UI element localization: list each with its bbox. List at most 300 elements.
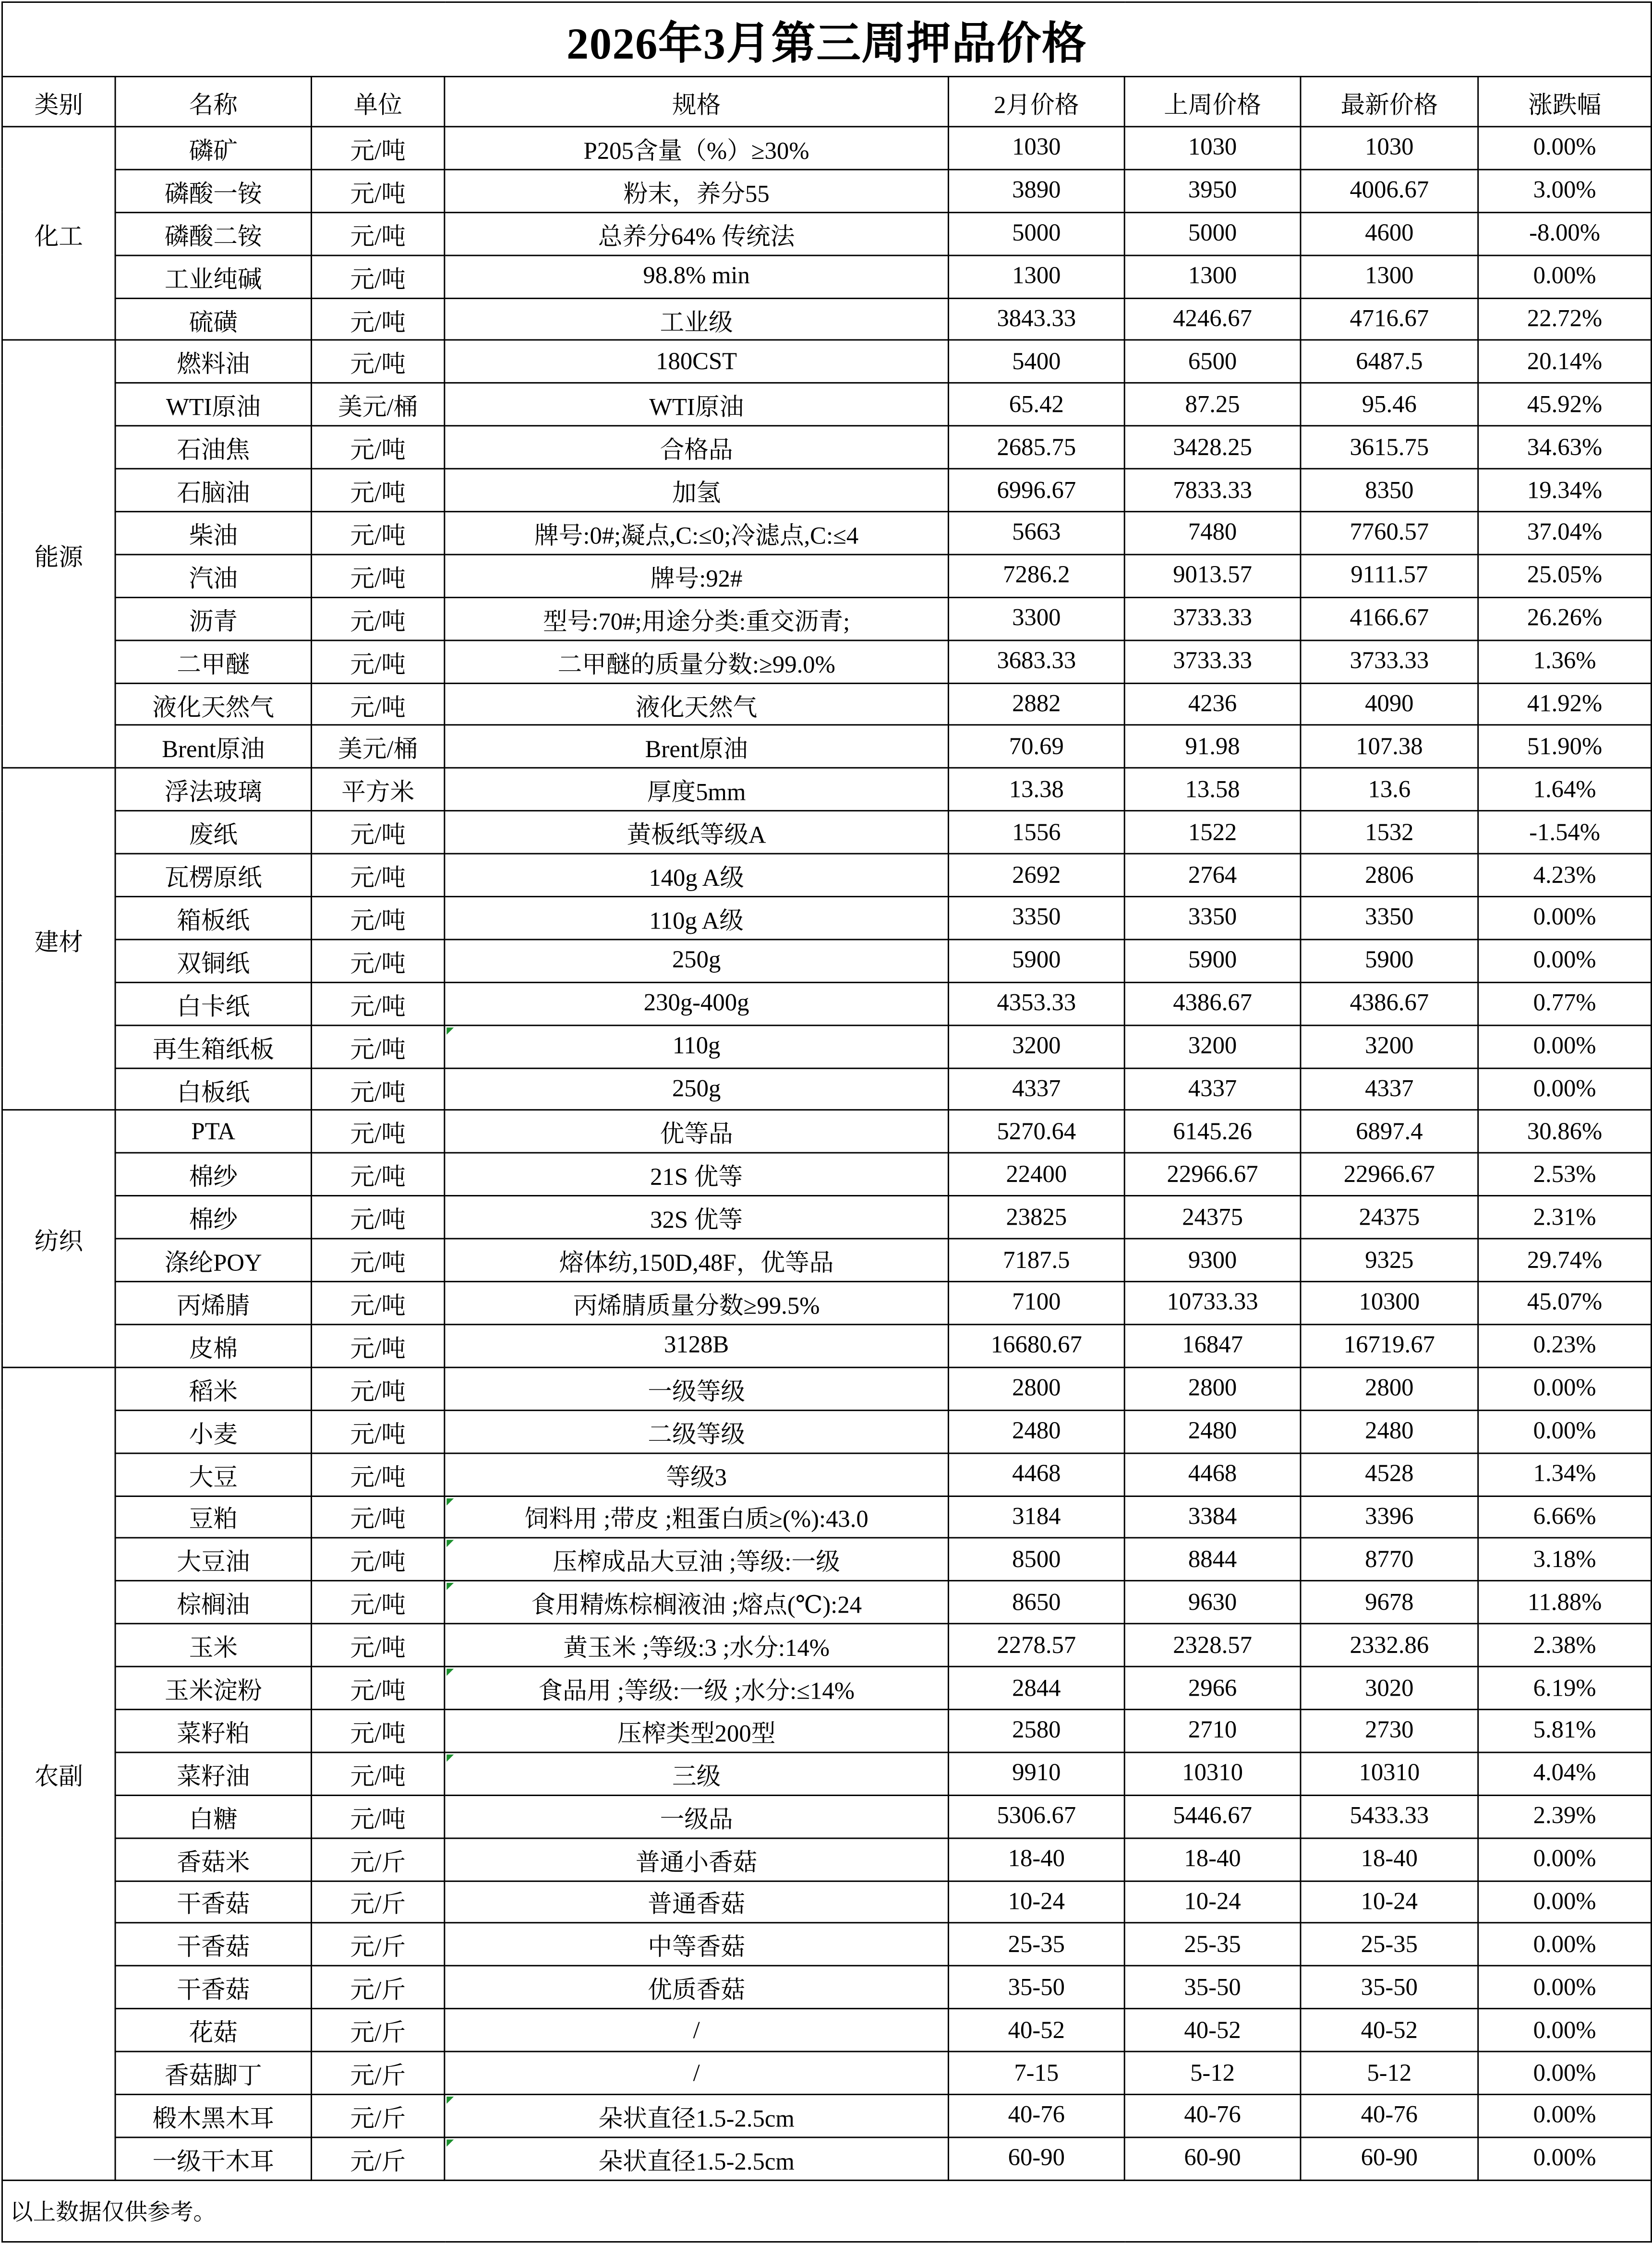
item-spec: 中等香菇 — [445, 1923, 949, 1966]
category-cell: 建材 — [2, 768, 115, 1110]
item-name: 花菇 — [115, 2009, 312, 2051]
item-spec: P205含量（%）≥30% — [445, 127, 949, 169]
item-name: 再生箱纸板 — [115, 1025, 312, 1068]
item-change: 4.04% — [1478, 1752, 1652, 1795]
item-name: 干香菇 — [115, 1923, 312, 1966]
table-row — [2, 212, 1651, 255]
table-row — [2, 897, 1651, 940]
col-header-latest-price: 最新价格 — [1301, 76, 1478, 126]
item-feb-price: 3300 — [948, 597, 1124, 640]
table-row — [2, 1239, 1651, 1281]
item-name: 香菇米 — [115, 1838, 312, 1881]
col-header-category: 类别 — [2, 76, 115, 126]
item-feb-price: 65.42 — [948, 383, 1124, 426]
item-name: 白卡纸 — [115, 982, 312, 1025]
item-last-week-price: 3350 — [1124, 897, 1301, 940]
item-spec: 压榨成品大豆油 ;等级:一级 — [445, 1538, 949, 1581]
item-change: 0.00% — [1478, 2137, 1652, 2180]
item-last-week-price: 3200 — [1124, 1025, 1301, 1068]
item-name: 石脑油 — [115, 469, 312, 512]
item-unit: 元/吨 — [312, 1453, 445, 1496]
item-change: 25.05% — [1478, 555, 1652, 597]
table-row — [2, 640, 1651, 683]
item-last-week-price: 5900 — [1124, 940, 1301, 982]
item-name: 丙烯腈 — [115, 1282, 312, 1325]
item-change: 3.18% — [1478, 1538, 1652, 1581]
item-last-week-price: 9013.57 — [1124, 555, 1301, 597]
item-spec: 180CST — [445, 340, 949, 383]
item-unit: 元/吨 — [312, 469, 445, 512]
table-row — [2, 1325, 1651, 1367]
item-change: 20.14% — [1478, 340, 1652, 383]
item-spec: / — [445, 2009, 949, 2051]
item-change: 45.92% — [1478, 383, 1652, 426]
item-change: 45.07% — [1478, 1282, 1652, 1325]
item-latest-price: 95.46 — [1301, 383, 1478, 426]
item-name: 稻米 — [115, 1367, 312, 1410]
item-spec: 黄玉米 ;等级:3 ;水分:14% — [445, 1624, 949, 1666]
item-latest-price: 4166.67 — [1301, 597, 1478, 640]
item-change: 26.26% — [1478, 597, 1652, 640]
table-row — [2, 512, 1651, 555]
item-last-week-price: 1300 — [1124, 255, 1301, 298]
item-last-week-price: 9630 — [1124, 1581, 1301, 1624]
item-feb-price: 60-90 — [948, 2137, 1124, 2180]
item-unit: 元/吨 — [312, 127, 445, 169]
item-unit: 元/吨 — [312, 1367, 445, 1410]
item-feb-price: 2800 — [948, 1367, 1124, 1410]
item-name: 磷酸二铵 — [115, 212, 312, 255]
item-name: 香菇脚丁 — [115, 2051, 312, 2094]
item-change: 11.88% — [1478, 1581, 1652, 1624]
item-unit: 元/斤 — [312, 2009, 445, 2051]
item-last-week-price: 87.25 — [1124, 383, 1301, 426]
item-spec: 熔体纺,150D,48F，优等品 — [445, 1239, 949, 1281]
table-row — [2, 1538, 1651, 1581]
item-spec: 饲料用 ;带皮 ;粗蛋白质≥(%):43.0 — [445, 1496, 949, 1538]
item-name: Brent原油 — [115, 725, 312, 768]
col-header-unit: 单位 — [312, 76, 445, 126]
category-cell: 化工 — [2, 127, 115, 341]
item-unit: 元/吨 — [312, 982, 445, 1025]
item-latest-price: 25-35 — [1301, 1923, 1478, 1966]
item-last-week-price: 2800 — [1124, 1367, 1301, 1410]
item-latest-price: 5900 — [1301, 940, 1478, 982]
item-spec: 230g-400g — [445, 982, 949, 1025]
item-latest-price: 4716.67 — [1301, 298, 1478, 340]
table-row — [2, 555, 1651, 597]
item-spec: 110g A级 — [445, 897, 949, 940]
item-unit: 元/吨 — [312, 340, 445, 383]
item-feb-price: 5270.64 — [948, 1110, 1124, 1153]
item-last-week-price: 9300 — [1124, 1239, 1301, 1281]
item-feb-price: 10-24 — [948, 1881, 1124, 1923]
item-change: 2.31% — [1478, 1196, 1652, 1239]
item-feb-price: 7100 — [948, 1282, 1124, 1325]
item-name: 浮法玻璃 — [115, 768, 312, 811]
item-latest-price: 4006.67 — [1301, 169, 1478, 212]
item-feb-price: 40-76 — [948, 2094, 1124, 2137]
item-spec: 等级3 — [445, 1453, 949, 1496]
item-latest-price: 6487.5 — [1301, 340, 1478, 383]
table-row — [2, 1367, 1651, 1410]
item-unit: 元/吨 — [312, 1624, 445, 1666]
item-name: 箱板纸 — [115, 897, 312, 940]
item-latest-price: 10-24 — [1301, 1881, 1478, 1923]
item-name: 燃料油 — [115, 340, 312, 383]
item-latest-price: 9678 — [1301, 1581, 1478, 1624]
item-change: 0.00% — [1478, 127, 1652, 169]
item-feb-price: 5400 — [948, 340, 1124, 383]
category-cell: 能源 — [2, 340, 115, 768]
item-unit: 元/吨 — [312, 1282, 445, 1325]
item-last-week-price: 3733.33 — [1124, 597, 1301, 640]
sheet-title: 2026年3月第三周押品价格 — [2, 2, 1651, 76]
item-feb-price: 70.69 — [948, 725, 1124, 768]
item-change: 0.00% — [1478, 2051, 1652, 2094]
item-unit: 元/吨 — [312, 897, 445, 940]
item-latest-price: 6897.4 — [1301, 1110, 1478, 1153]
item-name: 棉纱 — [115, 1196, 312, 1239]
table-row — [2, 597, 1651, 640]
item-unit: 元/吨 — [312, 298, 445, 340]
item-spec: 合格品 — [445, 426, 949, 469]
item-change: 22.72% — [1478, 298, 1652, 340]
table-row — [2, 2051, 1651, 2094]
item-last-week-price: 1030 — [1124, 127, 1301, 169]
item-change: 0.00% — [1478, 1410, 1652, 1453]
item-change: 0.00% — [1478, 2094, 1652, 2137]
item-spec: 粉末，养分55 — [445, 169, 949, 212]
item-feb-price: 3350 — [948, 897, 1124, 940]
item-name: 玉米淀粉 — [115, 1666, 312, 1709]
item-name: 石油焦 — [115, 426, 312, 469]
table-row — [2, 383, 1651, 426]
item-change: 0.00% — [1478, 1367, 1652, 1410]
item-feb-price: 5900 — [948, 940, 1124, 982]
item-latest-price: 10310 — [1301, 1752, 1478, 1795]
item-change: -8.00% — [1478, 212, 1652, 255]
item-unit: 元/斤 — [312, 1966, 445, 2009]
item-spec: 21S 优等 — [445, 1153, 949, 1196]
item-last-week-price: 5-12 — [1124, 2051, 1301, 2094]
item-spec: 牌号:92# — [445, 555, 949, 597]
footnote: 以上数据仅供参考。 — [2, 2180, 1651, 2242]
table-row — [2, 1581, 1651, 1624]
item-latest-price: 5433.33 — [1301, 1795, 1478, 1838]
item-latest-price: 5-12 — [1301, 2051, 1478, 2094]
table-row — [2, 2137, 1651, 2180]
table-row — [2, 768, 1651, 811]
item-latest-price: 35-50 — [1301, 1966, 1478, 2009]
item-latest-price: 16719.67 — [1301, 1325, 1478, 1367]
item-unit: 元/斤 — [312, 1881, 445, 1923]
item-latest-price: 3200 — [1301, 1025, 1478, 1068]
item-name: 硫磺 — [115, 298, 312, 340]
item-spec: Brent原油 — [445, 725, 949, 768]
item-change: 0.00% — [1478, 1923, 1652, 1966]
table-row — [2, 1710, 1651, 1752]
item-name: 柴油 — [115, 512, 312, 555]
table-row — [2, 1025, 1651, 1068]
item-name: 沥青 — [115, 597, 312, 640]
item-unit: 元/吨 — [312, 1710, 445, 1752]
item-change: 0.00% — [1478, 1966, 1652, 2009]
item-unit: 元/吨 — [312, 1196, 445, 1239]
item-last-week-price: 40-52 — [1124, 2009, 1301, 2051]
item-unit: 元/斤 — [312, 2051, 445, 2094]
item-feb-price: 4468 — [948, 1453, 1124, 1496]
item-latest-price: 2480 — [1301, 1410, 1478, 1453]
table-row — [2, 1410, 1651, 1453]
item-change: 1.64% — [1478, 768, 1652, 811]
item-spec: 朵状直径1.5-2.5cm — [445, 2137, 949, 2180]
item-change: 34.63% — [1478, 426, 1652, 469]
item-last-week-price: 4246.67 — [1124, 298, 1301, 340]
item-name: 磷矿 — [115, 127, 312, 169]
item-feb-price: 5663 — [948, 512, 1124, 555]
item-unit: 元/吨 — [312, 1538, 445, 1581]
item-change: 0.00% — [1478, 1068, 1652, 1110]
item-change: 19.34% — [1478, 469, 1652, 512]
item-latest-price: 3020 — [1301, 1666, 1478, 1709]
item-unit: 美元/桶 — [312, 383, 445, 426]
footnote-row — [2, 2180, 1651, 2242]
item-change: 41.92% — [1478, 683, 1652, 725]
item-latest-price: 1030 — [1301, 127, 1478, 169]
table-row — [2, 1752, 1651, 1795]
item-latest-price: 13.6 — [1301, 768, 1478, 811]
table-row — [2, 1282, 1651, 1325]
item-change: 3.00% — [1478, 169, 1652, 212]
item-unit: 元/吨 — [312, 597, 445, 640]
item-latest-price: 40-76 — [1301, 2094, 1478, 2137]
item-last-week-price: 4337 — [1124, 1068, 1301, 1110]
item-last-week-price: 10-24 — [1124, 1881, 1301, 1923]
item-latest-price: 2730 — [1301, 1710, 1478, 1752]
item-change: 0.00% — [1478, 897, 1652, 940]
item-feb-price: 8500 — [948, 1538, 1124, 1581]
table-row — [2, 1453, 1651, 1496]
table-row — [2, 1196, 1651, 1239]
item-name: PTA — [115, 1110, 312, 1153]
table-row — [2, 683, 1651, 725]
item-change: 1.34% — [1478, 1453, 1652, 1496]
item-unit: 元/吨 — [312, 1068, 445, 1110]
table-row — [2, 725, 1651, 768]
item-latest-price: 4600 — [1301, 212, 1478, 255]
col-header-feb-price: 2月价格 — [948, 76, 1124, 126]
item-last-week-price: 1522 — [1124, 811, 1301, 854]
item-name: 棕榈油 — [115, 1581, 312, 1624]
item-latest-price: 10300 — [1301, 1282, 1478, 1325]
item-feb-price: 3683.33 — [948, 640, 1124, 683]
item-last-week-price: 3384 — [1124, 1496, 1301, 1538]
item-unit: 元/吨 — [312, 854, 445, 897]
item-last-week-price: 2966 — [1124, 1666, 1301, 1709]
item-change: 37.04% — [1478, 512, 1652, 555]
table-row — [2, 1795, 1651, 1838]
item-latest-price: 9111.57 — [1301, 555, 1478, 597]
table-row — [2, 1666, 1651, 1709]
item-feb-price: 7286.2 — [948, 555, 1124, 597]
item-unit: 元/吨 — [312, 1025, 445, 1068]
item-spec: 一级等级 — [445, 1367, 949, 1410]
table-row — [2, 1624, 1651, 1666]
item-unit: 元/吨 — [312, 426, 445, 469]
table-row — [2, 469, 1651, 512]
item-change: 29.74% — [1478, 1239, 1652, 1281]
item-unit: 元/斤 — [312, 2137, 445, 2180]
item-unit: 元/吨 — [312, 640, 445, 683]
item-feb-price: 9910 — [948, 1752, 1124, 1795]
item-last-week-price: 7833.33 — [1124, 469, 1301, 512]
item-spec: 加氢 — [445, 469, 949, 512]
item-last-week-price: 10310 — [1124, 1752, 1301, 1795]
item-latest-price: 8350 — [1301, 469, 1478, 512]
category-cell: 农副 — [2, 1367, 115, 2180]
item-name: 一级干木耳 — [115, 2137, 312, 2180]
table-row — [2, 940, 1651, 982]
item-change: -1.54% — [1478, 811, 1652, 854]
item-change: 0.23% — [1478, 1325, 1652, 1367]
item-last-week-price: 16847 — [1124, 1325, 1301, 1367]
item-feb-price: 3843.33 — [948, 298, 1124, 340]
item-feb-price: 18-40 — [948, 1838, 1124, 1881]
item-unit: 元/吨 — [312, 512, 445, 555]
item-latest-price: 2800 — [1301, 1367, 1478, 1410]
item-name: 小麦 — [115, 1410, 312, 1453]
item-last-week-price: 4386.67 — [1124, 982, 1301, 1025]
item-name: 大豆油 — [115, 1538, 312, 1581]
item-spec: 牌号:0#;凝点,C:≤0;冷滤点,C:≤4 — [445, 512, 949, 555]
item-last-week-price: 18-40 — [1124, 1838, 1301, 1881]
table-row — [2, 811, 1651, 854]
item-latest-price: 1532 — [1301, 811, 1478, 854]
item-unit: 元/斤 — [312, 1838, 445, 1881]
item-unit: 元/吨 — [312, 1752, 445, 1795]
item-change: 0.00% — [1478, 1838, 1652, 1881]
item-name: 菜籽油 — [115, 1752, 312, 1795]
item-change: 6.19% — [1478, 1666, 1652, 1709]
item-name: 大豆 — [115, 1453, 312, 1496]
item-spec: / — [445, 2051, 949, 2094]
item-unit: 元/吨 — [312, 1325, 445, 1367]
item-latest-price: 2806 — [1301, 854, 1478, 897]
item-latest-price: 3733.33 — [1301, 640, 1478, 683]
item-last-week-price: 60-90 — [1124, 2137, 1301, 2180]
item-latest-price: 7760.57 — [1301, 512, 1478, 555]
item-change: 2.53% — [1478, 1153, 1652, 1196]
item-change: 6.66% — [1478, 1496, 1652, 1538]
item-feb-price: 1300 — [948, 255, 1124, 298]
item-spec: 型号:70#;用途分类:重交沥青; — [445, 597, 949, 640]
item-latest-price: 4386.67 — [1301, 982, 1478, 1025]
item-spec: 厚度5mm — [445, 768, 949, 811]
table-row — [2, 2094, 1651, 2137]
item-spec: 一级品 — [445, 1795, 949, 1838]
item-last-week-price: 3950 — [1124, 169, 1301, 212]
item-change: 51.90% — [1478, 725, 1652, 768]
item-spec: 普通香菇 — [445, 1881, 949, 1923]
item-last-week-price: 10733.33 — [1124, 1282, 1301, 1325]
item-last-week-price: 4468 — [1124, 1453, 1301, 1496]
item-spec: 优质香菇 — [445, 1966, 949, 2009]
item-last-week-price: 6500 — [1124, 340, 1301, 383]
item-feb-price: 22400 — [948, 1153, 1124, 1196]
item-change: 2.38% — [1478, 1624, 1652, 1666]
item-unit: 元/吨 — [312, 940, 445, 982]
item-latest-price: 18-40 — [1301, 1838, 1478, 1881]
table-row — [2, 426, 1651, 469]
item-feb-price: 2882 — [948, 683, 1124, 725]
item-change: 0.00% — [1478, 940, 1652, 982]
item-latest-price: 60-90 — [1301, 2137, 1478, 2180]
item-feb-price: 2278.57 — [948, 1624, 1124, 1666]
table-row — [2, 2009, 1651, 2051]
item-name: 豆粕 — [115, 1496, 312, 1538]
item-latest-price: 9325 — [1301, 1239, 1478, 1281]
item-unit: 元/吨 — [312, 1496, 445, 1538]
item-feb-price: 8650 — [948, 1581, 1124, 1624]
item-name: 干香菇 — [115, 1966, 312, 2009]
item-feb-price: 13.38 — [948, 768, 1124, 811]
item-last-week-price: 8844 — [1124, 1538, 1301, 1581]
item-spec: 98.8% min — [445, 255, 949, 298]
item-feb-price: 5306.67 — [948, 1795, 1124, 1838]
item-latest-price: 3396 — [1301, 1496, 1478, 1538]
col-header-name: 名称 — [115, 76, 312, 126]
item-change: 0.00% — [1478, 255, 1652, 298]
item-spec: 二甲醚的质量分数:≥99.0% — [445, 640, 949, 683]
item-unit: 元/吨 — [312, 1110, 445, 1153]
item-last-week-price: 22966.67 — [1124, 1153, 1301, 1196]
item-feb-price: 2692 — [948, 854, 1124, 897]
item-spec: 食用精炼棕榈液油 ;熔点(℃):24 — [445, 1581, 949, 1624]
item-unit: 元/吨 — [312, 212, 445, 255]
table-row — [2, 1838, 1651, 1881]
table-row — [2, 1496, 1651, 1538]
table-row — [2, 982, 1651, 1025]
table-row — [2, 1153, 1651, 1196]
item-spec: 3128B — [445, 1325, 949, 1367]
col-header-last-week-price: 上周价格 — [1124, 76, 1301, 126]
item-latest-price: 24375 — [1301, 1196, 1478, 1239]
item-unit: 元/斤 — [312, 1923, 445, 1966]
item-name: 白糖 — [115, 1795, 312, 1838]
item-unit: 元/吨 — [312, 555, 445, 597]
item-last-week-price: 25-35 — [1124, 1923, 1301, 1966]
item-spec: 总养分64% 传统法 — [445, 212, 949, 255]
item-latest-price: 4528 — [1301, 1453, 1478, 1496]
item-unit: 元/吨 — [312, 255, 445, 298]
item-name: 废纸 — [115, 811, 312, 854]
price-table — [1, 1, 1652, 2242]
item-change: 5.81% — [1478, 1710, 1652, 1752]
item-last-week-price: 2328.57 — [1124, 1624, 1301, 1666]
col-header-change: 涨跌幅 — [1478, 76, 1652, 126]
item-last-week-price: 2710 — [1124, 1710, 1301, 1752]
item-last-week-price: 13.58 — [1124, 768, 1301, 811]
item-feb-price: 35-50 — [948, 1966, 1124, 2009]
item-name: 瓦楞原纸 — [115, 854, 312, 897]
item-spec: 250g — [445, 940, 949, 982]
item-unit: 元/吨 — [312, 1795, 445, 1838]
item-latest-price: 4337 — [1301, 1068, 1478, 1110]
item-unit: 元/吨 — [312, 683, 445, 725]
item-latest-price: 40-52 — [1301, 2009, 1478, 2051]
table-row — [2, 1923, 1651, 1966]
